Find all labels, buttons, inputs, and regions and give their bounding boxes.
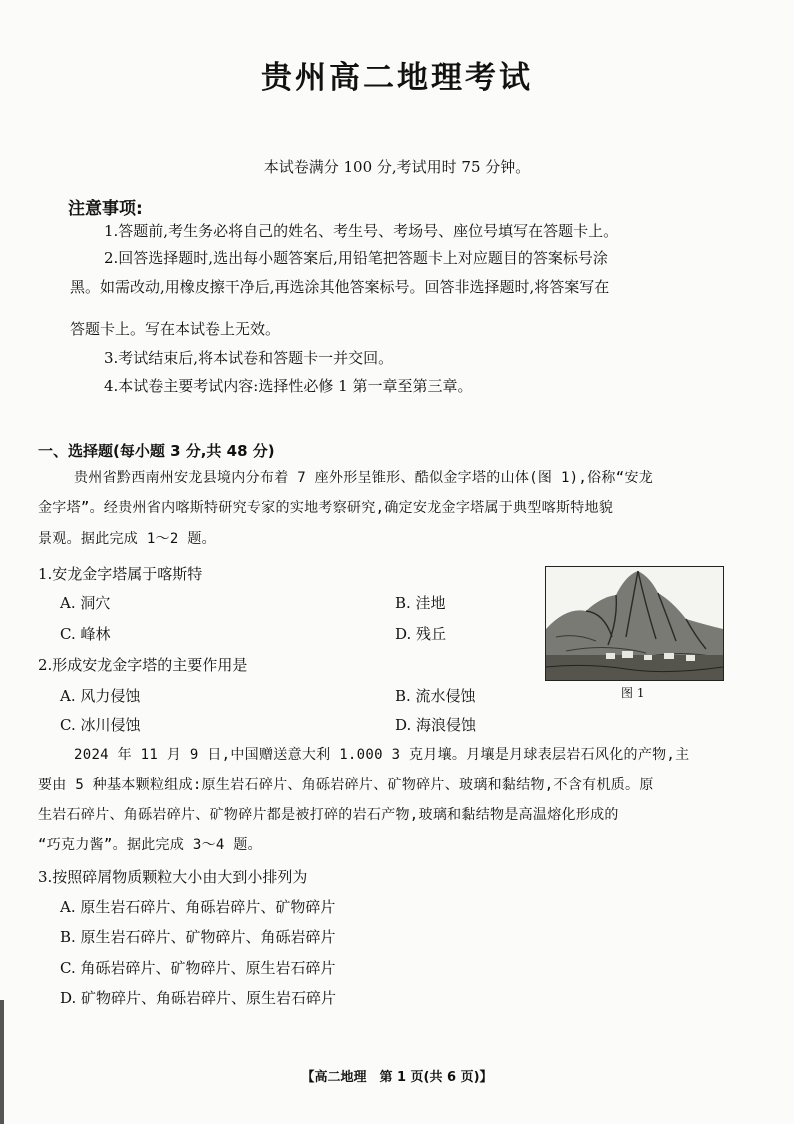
q2-option-d: D. 海浪侵蚀 (395, 716, 477, 734)
section-heading: 一、选择题(每小题 3 分,共 48 分) (38, 442, 275, 460)
question-2-stem: 2.形成安龙金字塔的主要作用是 (38, 656, 248, 674)
notice-line: 4.本试卷主要考试内容:选择性必修 1 第一章至第三章。 (104, 377, 473, 395)
notice-line: 2.回答选择题时,选出每小题答案后,用铅笔把答题卡上对应题目的答案标号涂 (104, 249, 608, 267)
material-line: “巧克力酱”。据此完成 3～4 题。 (38, 837, 262, 853)
q1-option-b: B. 洼地 (395, 594, 446, 612)
q3-option-d: D. 矿物碎片、角砾岩碎片、原生岩石碎片 (60, 989, 337, 1007)
q2-option-b: B. 流水侵蚀 (395, 687, 476, 705)
material-line: 生岩石碎片、角砾岩碎片、矿物碎片都是被打碎的岩石产物,玻璃和黏结物是高温熔化形成的 (38, 807, 619, 823)
q3-option-c: C. 角砾岩碎片、矿物碎片、原生岩石碎片 (60, 959, 336, 977)
material-line: 2024 年 11 月 9 日,中国赠送意大利 1.000 3 克月壤。月壤是月球表层岩石风化的产物,主 (74, 747, 690, 763)
q2-option-c: C. 冰川侵蚀 (60, 716, 141, 734)
notice-line: 3.考试结束后,将本试卷和答题卡一并交回。 (104, 349, 394, 367)
notice-line: 答题卡上。写在本试卷上无效。 (70, 320, 281, 338)
q2-option-a: A. 风力侵蚀 (60, 687, 141, 705)
notice-heading: 注意事项: (68, 199, 143, 219)
notice-line: 黑。如需改动,用橡皮擦干净后,再选涂其他答案标号。回答非选择题时,将答案写在 (70, 278, 610, 296)
page-footer: 【高二地理 第 1 页(共 6 页)】 (301, 1070, 493, 1085)
q1-option-c: C. 峰林 (60, 625, 111, 643)
q3-option-b: B. 原生岩石碎片、矿物碎片、角砾岩碎片 (60, 928, 336, 946)
figure-caption: 图 1 (621, 686, 645, 700)
material-line: 景观。据此完成 1～2 题。 (38, 531, 216, 547)
material-line: 要由 5 种基本颗粒组成:原生岩石碎片、角砾岩碎片、矿物碎片、玻璃和黏结物,不含有机质。原 (38, 777, 654, 793)
q1-option-d: D. 残丘 (395, 625, 447, 643)
q3-option-a: A. 原生岩石碎片、角砾岩碎片、矿物碎片 (60, 898, 336, 916)
karst-peak-figure (545, 566, 724, 681)
karst-peak-sketch (546, 567, 723, 680)
question-1-stem: 1.安龙金字塔属于喀斯特 (38, 565, 203, 583)
notice-line: 1.答题前,考生务必将自己的姓名、考生号、考场号、座位号填写在答题卡上。 (104, 222, 619, 240)
exam-info: 本试卷满分 100 分,考试用时 75 分钟。 (263, 158, 531, 176)
q1-option-a: A. 洞穴 (60, 594, 111, 612)
material-line: 金字塔”。经贵州省内喀斯特研究专家的实地考察研究,确定安龙金字塔属于典型喀斯特地貌 (38, 500, 614, 516)
exam-title: 贵州高二地理考试 (261, 60, 533, 96)
question-3-stem: 3.按照碎屑物质颗粒大小由大到小排列为 (38, 868, 308, 886)
scan-edge-shadow (0, 1000, 4, 1124)
material-line: 贵州省黔西南州安龙县境内分布着 7 座外形呈锥形、酷似金字塔的山体(图 1),俗称“安龙 (74, 470, 654, 486)
